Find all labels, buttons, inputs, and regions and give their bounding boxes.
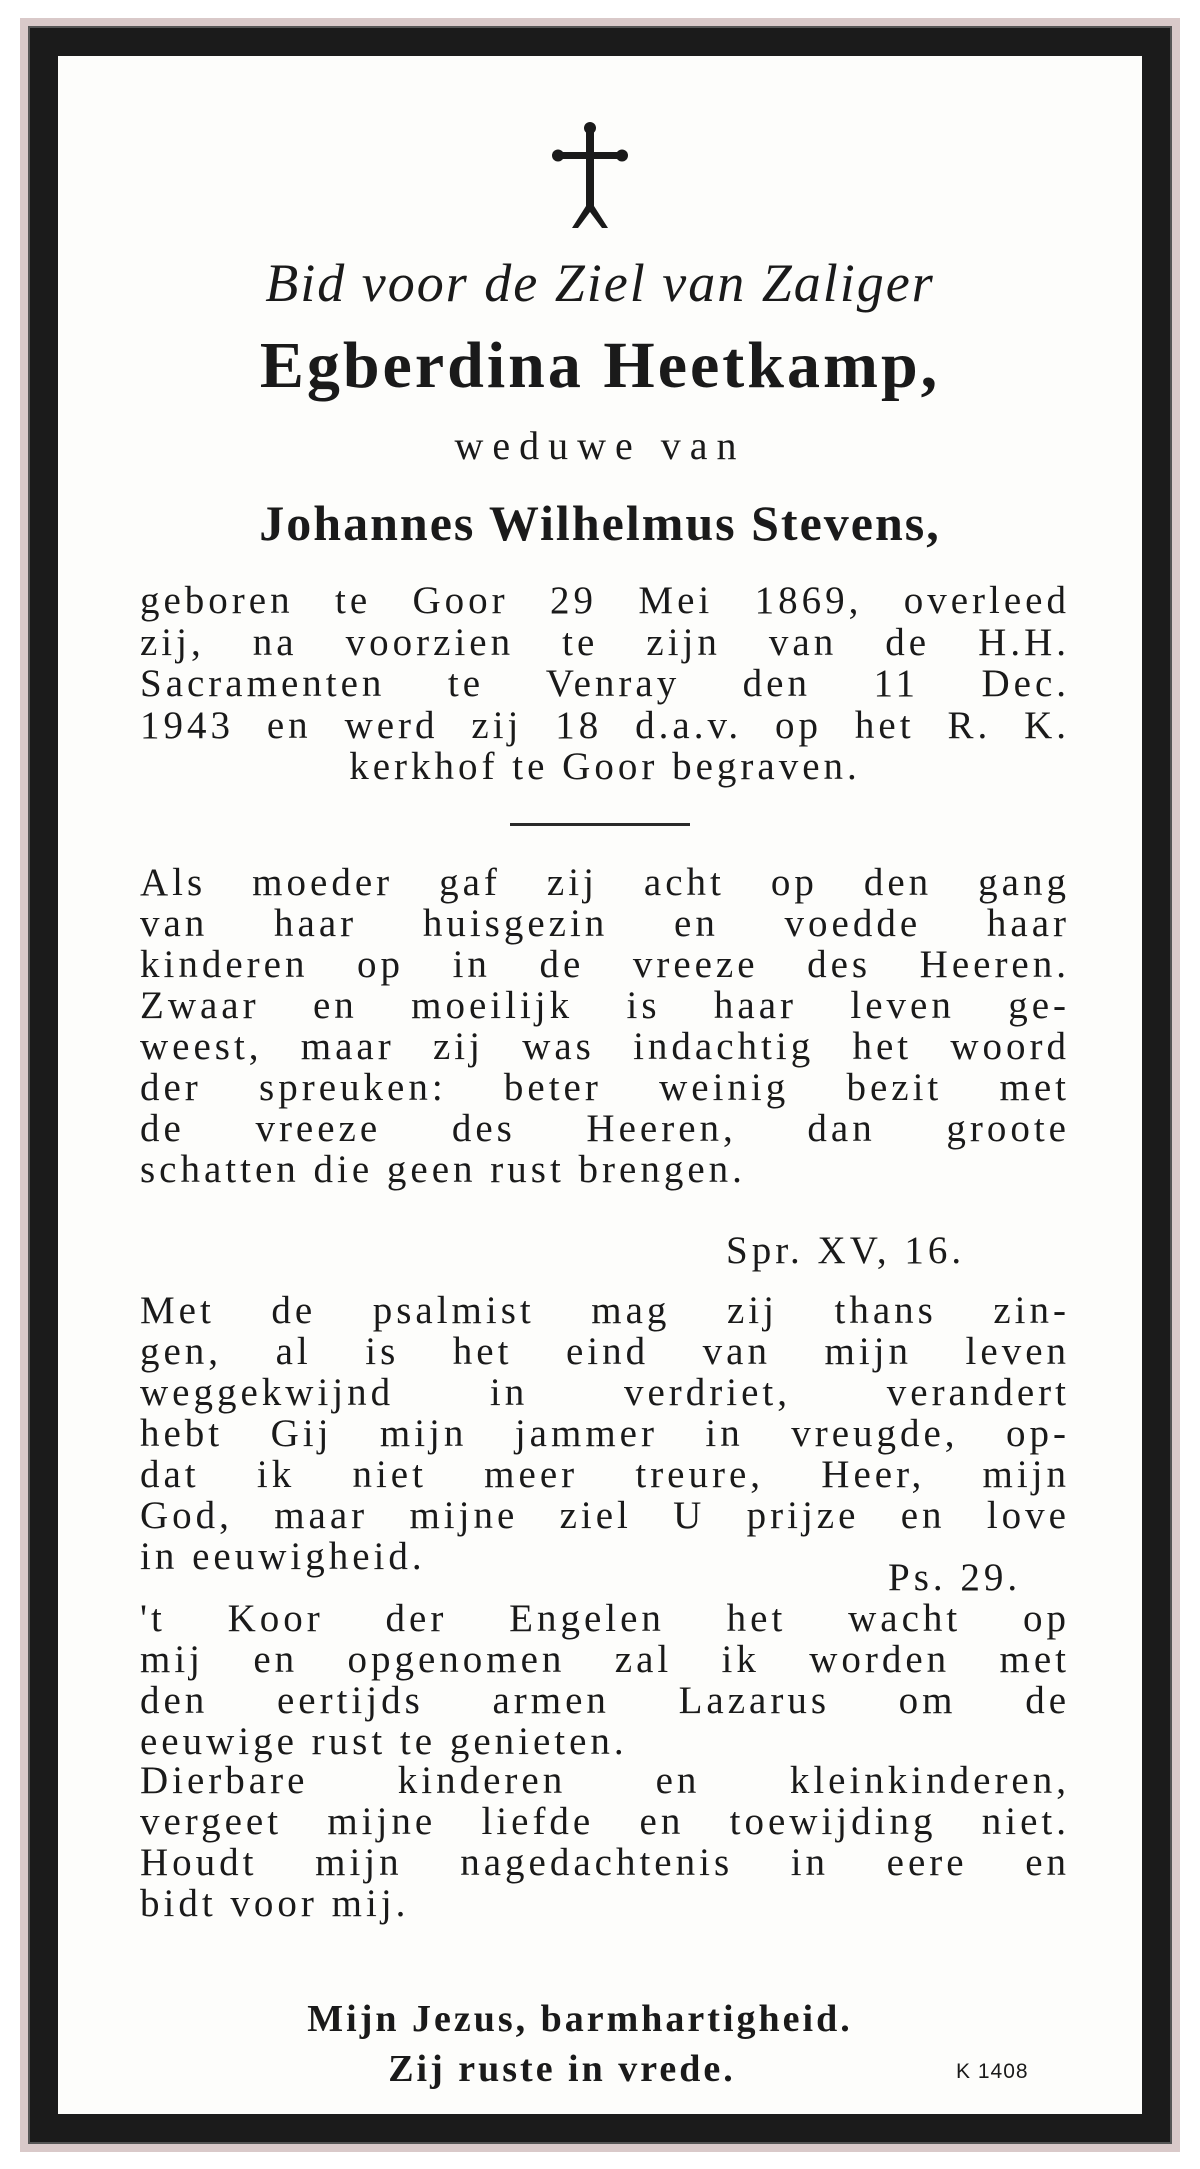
latin-cross-icon [552, 122, 628, 232]
biography-line: zij, na voorzien te zijn van de H.H. [140, 620, 1070, 664]
paragraph-line: Zwaar en moeilijk is haar leven ge- [140, 984, 1070, 1027]
paragraph-angels [140, 1598, 1070, 1762]
paragraph-mother [140, 862, 1070, 1190]
scripture-reference-psalm: Ps. 29. [888, 1556, 1022, 1599]
paragraph-line: eeuwige rust te genieten. [140, 1720, 628, 1763]
closing-prayer: Mijn Jezus, barmhartigheid. [307, 1998, 853, 2040]
paragraph-line: mij en opgenomen zal ik worden met [140, 1638, 1070, 1681]
paragraph-line: hebt Gij mijn jammer in vreugde, op- [140, 1412, 1070, 1455]
biography-line: kerkhof te Goor begraven. [349, 745, 861, 788]
paragraph-children [140, 1760, 1070, 1924]
paragraph-line: dat ik niet meer treure, Heer, mijn [140, 1453, 1070, 1496]
paragraph-line: van haar huisgezin en voedde haar [140, 902, 1070, 945]
paragraph-line: 't Koor der Engelen het wacht op [140, 1597, 1070, 1640]
husband-name: Johannes Wilhelmus Stevens, [259, 495, 941, 551]
paragraph-line: God, maar mijne ziel U prijze en love [140, 1494, 1070, 1537]
paragraph-line: de vreeze des Heeren, dan groote [140, 1107, 1070, 1150]
paragraph-line: schatten die geen rust brengen. [140, 1148, 746, 1191]
paragraph-line: der spreuken: beter weinig bezit met [140, 1066, 1070, 1109]
section-divider [510, 823, 690, 826]
paragraph-psalmist [140, 1290, 1070, 1577]
biography-line: 1943 en werd zij 18 d.a.v. op het R. K. [140, 703, 1070, 747]
paragraph-line: Als moeder gaf zij acht op den gang [140, 861, 1070, 904]
paragraph-line: bidt voor mij. [140, 1882, 410, 1925]
paragraph-line: Dierbare kinderen en kleinkinderen, [140, 1759, 1070, 1802]
widow-of-label: weduwe van [454, 423, 746, 468]
paragraph-line: in eeuwigheid. [140, 1535, 426, 1578]
scripture-reference-proverbs: Spr. XV, 16. [726, 1229, 966, 1272]
prayer-intro: Bid voor de Ziel van Zaliger [265, 253, 935, 313]
paragraph-line: weest, maar zij was indachtig het woord [140, 1025, 1070, 1068]
paragraph-line: gen, al is het eind van mijn leven [140, 1330, 1070, 1373]
closing-rest-in-peace: Zij ruste in vrede. [388, 2048, 736, 2090]
deceased-name: Egberdina Heetkamp, [259, 329, 941, 402]
paragraph-line: vergeet mijne liefde en toewijding niet. [140, 1800, 1070, 1843]
biography-line: Sacramenten te Venray den 11 Dec. [140, 662, 1070, 705]
print-code: K 1408 [956, 2060, 1029, 2083]
paragraph-line: Houdt mijn nagedachtenis in eere en [140, 1841, 1070, 1884]
paragraph-line: Met de psalmist mag zij thans zin- [140, 1289, 1070, 1332]
biography-line: geboren te Goor 29 Mei 1869, overleed [140, 579, 1070, 622]
biography-paragraph [140, 580, 1070, 788]
paragraph-line: kinderen op in de vreeze des Heeren. [140, 943, 1070, 986]
paragraph-line: weggekwijnd in verdriet, verandert [140, 1371, 1070, 1414]
paragraph-line: den eertijds armen Lazarus om de [140, 1679, 1070, 1722]
